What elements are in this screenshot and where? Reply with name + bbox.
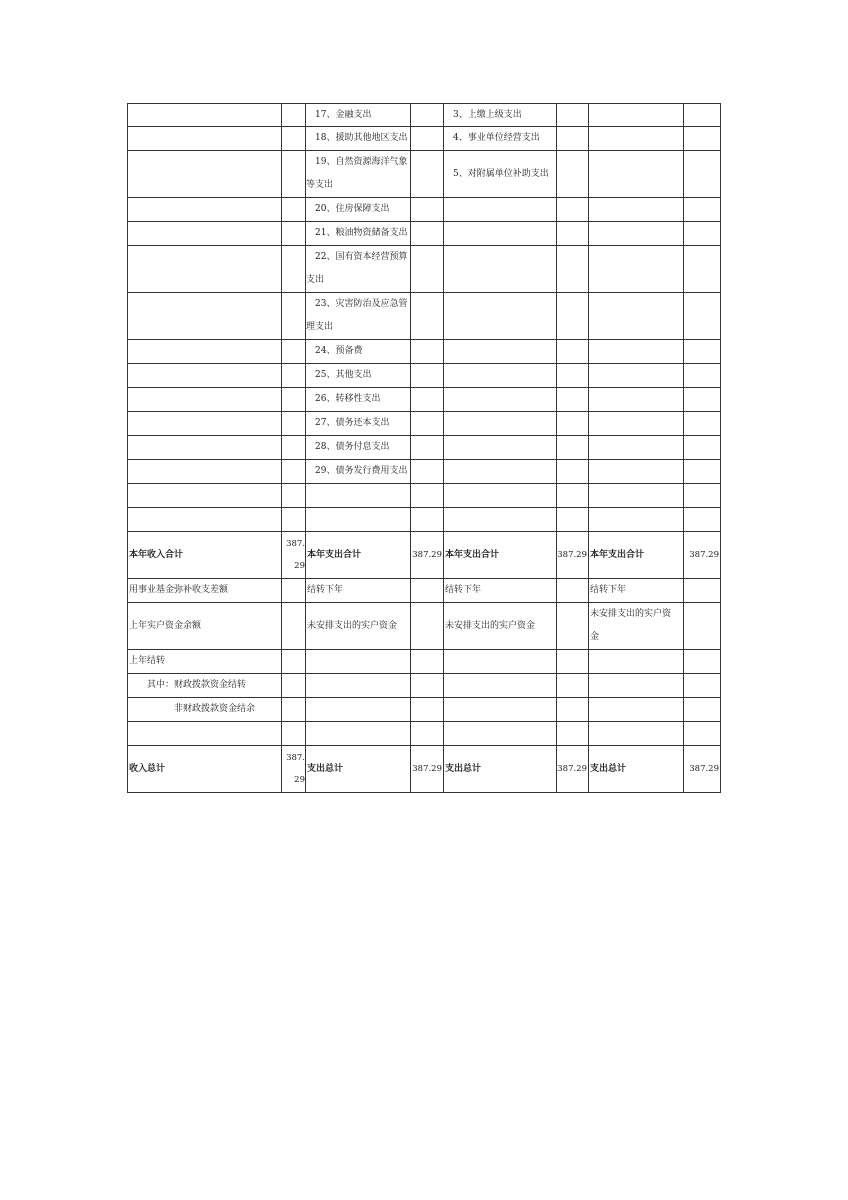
table-cell bbox=[556, 650, 588, 673]
table-cell bbox=[556, 674, 588, 697]
table-cell bbox=[281, 364, 305, 387]
expense-total-value: 387.29 bbox=[683, 532, 721, 578]
table-cell bbox=[127, 364, 281, 387]
table-cell bbox=[588, 340, 683, 363]
table-cell bbox=[305, 151, 410, 197]
table-cell bbox=[127, 508, 281, 531]
table-row bbox=[127, 460, 721, 484]
table-cell bbox=[410, 674, 443, 697]
table-cell: 29、债务发行费用支出 bbox=[305, 460, 410, 483]
table-cell bbox=[588, 460, 683, 483]
value-part: 387. bbox=[286, 539, 305, 549]
row-label: 上年结转 bbox=[127, 650, 281, 673]
table-cell bbox=[127, 484, 281, 507]
table-cell bbox=[588, 151, 683, 197]
value-part: 29 bbox=[294, 561, 305, 571]
table-row bbox=[127, 698, 721, 722]
table-cell bbox=[410, 104, 443, 126]
table-cell: 5、对附属单位补助支出 bbox=[443, 151, 556, 197]
table-cell bbox=[443, 388, 556, 411]
table-cell bbox=[127, 436, 281, 459]
table-cell bbox=[281, 222, 305, 245]
table-cell bbox=[443, 508, 556, 531]
expense-grand-total-value: 387.29 bbox=[556, 746, 588, 792]
table-cell bbox=[305, 650, 410, 673]
table-cell bbox=[588, 388, 683, 411]
table-cell bbox=[127, 388, 281, 411]
table-cell bbox=[588, 246, 683, 292]
row-label: 用事业基金弥补收支差额 bbox=[127, 579, 281, 602]
table-cell bbox=[281, 508, 305, 531]
table-cell bbox=[410, 412, 443, 435]
value-part: 29 bbox=[294, 775, 305, 785]
table-cell bbox=[127, 222, 281, 245]
table-cell bbox=[281, 722, 305, 745]
table-cell bbox=[556, 246, 588, 292]
table-cell bbox=[281, 198, 305, 221]
table-cell bbox=[443, 674, 556, 697]
grand-total-row bbox=[127, 746, 721, 793]
table-cell bbox=[443, 436, 556, 459]
table-cell bbox=[410, 484, 443, 507]
table-cell bbox=[683, 246, 721, 292]
table-cell bbox=[683, 340, 721, 363]
income-total-value bbox=[281, 532, 305, 578]
table-cell bbox=[556, 484, 588, 507]
table-cell bbox=[410, 579, 443, 602]
table-cell bbox=[127, 198, 281, 221]
table-cell bbox=[588, 222, 683, 245]
table-row bbox=[127, 222, 721, 246]
row-label: 结转下年 bbox=[443, 579, 556, 602]
row-label: 非财政拨款资金结余 bbox=[127, 698, 281, 721]
table-cell bbox=[281, 151, 305, 197]
table-cell bbox=[683, 388, 721, 411]
table-cell bbox=[443, 698, 556, 721]
table-cell: 25、其他支出 bbox=[305, 364, 410, 387]
table-row bbox=[127, 388, 721, 412]
expense-grand-total-value: 387.29 bbox=[410, 746, 443, 792]
table-cell bbox=[588, 698, 683, 721]
table-cell bbox=[556, 436, 588, 459]
table-row bbox=[127, 364, 721, 388]
table-cell bbox=[588, 364, 683, 387]
cell-line: 19、自然资源海洋气象 bbox=[315, 157, 408, 167]
table-row bbox=[127, 722, 721, 746]
table-cell bbox=[683, 151, 721, 197]
table-cell bbox=[410, 340, 443, 363]
table-cell: 28、债务付息支出 bbox=[305, 436, 410, 459]
table-cell bbox=[305, 508, 410, 531]
table-cell: 21、粮油物资储备支出 bbox=[305, 222, 410, 245]
table-cell bbox=[443, 364, 556, 387]
table-cell bbox=[683, 508, 721, 531]
table-cell: 24、预备费 bbox=[305, 340, 410, 363]
table-cell bbox=[588, 722, 683, 745]
table-cell bbox=[683, 674, 721, 697]
table-cell bbox=[556, 293, 588, 339]
table-cell bbox=[305, 293, 410, 339]
table-cell bbox=[410, 388, 443, 411]
row-label: 结转下年 bbox=[305, 579, 410, 602]
table-cell bbox=[556, 127, 588, 150]
income-total-label: 本年收入合计 bbox=[127, 532, 281, 578]
table-cell: 27、债务还本支出 bbox=[305, 412, 410, 435]
table-cell bbox=[443, 650, 556, 673]
cell-line: 22、国有资本经营预算 bbox=[315, 252, 408, 262]
table-cell bbox=[281, 127, 305, 150]
table-cell bbox=[410, 151, 443, 197]
table-cell bbox=[127, 722, 281, 745]
table-cell bbox=[305, 698, 410, 721]
cell-line: 未安排支出的实户资 bbox=[590, 609, 672, 619]
table-cell bbox=[281, 246, 305, 292]
expense-total-label: 本年支出合计 bbox=[305, 532, 410, 578]
table-cell bbox=[127, 104, 281, 126]
table-cell bbox=[127, 412, 281, 435]
table-cell bbox=[588, 293, 683, 339]
table-cell bbox=[127, 340, 281, 363]
table-cell bbox=[588, 412, 683, 435]
table-cell bbox=[410, 603, 443, 649]
table-cell bbox=[683, 698, 721, 721]
table-cell bbox=[281, 579, 305, 602]
table-cell bbox=[683, 722, 721, 745]
table-cell bbox=[410, 698, 443, 721]
income-grand-total-label: 收入总计 bbox=[127, 746, 281, 792]
budget-table bbox=[127, 103, 721, 793]
table-cell bbox=[410, 436, 443, 459]
table-cell bbox=[281, 436, 305, 459]
table-cell bbox=[410, 198, 443, 221]
row-label bbox=[588, 603, 683, 649]
table-cell bbox=[281, 603, 305, 649]
table-cell bbox=[556, 460, 588, 483]
table-cell bbox=[556, 698, 588, 721]
expense-grand-total-label: 支出总计 bbox=[443, 746, 556, 792]
table-cell bbox=[556, 412, 588, 435]
table-cell bbox=[556, 222, 588, 245]
table-cell bbox=[556, 388, 588, 411]
table-cell bbox=[443, 460, 556, 483]
table-cell bbox=[683, 104, 721, 126]
table-cell bbox=[683, 579, 721, 602]
expense-grand-total-value: 387.29 bbox=[683, 746, 721, 792]
table-cell bbox=[443, 722, 556, 745]
table-row bbox=[127, 151, 721, 198]
cell-line: 支出 bbox=[306, 275, 325, 285]
table-cell bbox=[683, 222, 721, 245]
table-cell bbox=[305, 246, 410, 292]
expense-total-value: 387.29 bbox=[410, 532, 443, 578]
table-cell bbox=[410, 460, 443, 483]
table-cell bbox=[556, 508, 588, 531]
table-cell bbox=[281, 104, 305, 126]
table-cell bbox=[410, 293, 443, 339]
table-cell bbox=[443, 340, 556, 363]
table-row bbox=[127, 246, 721, 293]
table-cell bbox=[305, 674, 410, 697]
row-label: 未安排支出的实户资金 bbox=[305, 603, 410, 649]
table-row bbox=[127, 293, 721, 340]
table-cell bbox=[127, 293, 281, 339]
table-cell bbox=[410, 364, 443, 387]
table-cell bbox=[281, 484, 305, 507]
cell-line: 等支出 bbox=[306, 180, 334, 190]
table-cell bbox=[588, 508, 683, 531]
table-cell bbox=[410, 508, 443, 531]
table-cell bbox=[588, 104, 683, 126]
table-cell bbox=[443, 412, 556, 435]
table-cell bbox=[281, 388, 305, 411]
table-cell bbox=[443, 246, 556, 292]
table-cell bbox=[556, 722, 588, 745]
cell-line: 理支出 bbox=[306, 322, 334, 332]
expense-grand-total-label: 支出总计 bbox=[588, 746, 683, 792]
row-label: 未安排支出的实户资金 bbox=[443, 603, 556, 649]
table-cell: 3、上缴上级支出 bbox=[443, 104, 556, 126]
table-cell bbox=[683, 293, 721, 339]
table-cell bbox=[281, 698, 305, 721]
table-cell bbox=[443, 222, 556, 245]
income-grand-total-value bbox=[281, 746, 305, 792]
table-row bbox=[127, 436, 721, 460]
table-row bbox=[127, 412, 721, 436]
table-cell bbox=[588, 127, 683, 150]
expense-total-value: 387.29 bbox=[556, 532, 588, 578]
table-cell bbox=[281, 674, 305, 697]
table-cell bbox=[410, 722, 443, 745]
table-cell: 26、转移性支出 bbox=[305, 388, 410, 411]
table-cell bbox=[281, 340, 305, 363]
year-total-row bbox=[127, 532, 721, 579]
table-cell bbox=[683, 603, 721, 649]
table-row bbox=[127, 484, 721, 508]
table-cell bbox=[305, 722, 410, 745]
table-cell bbox=[683, 460, 721, 483]
table-cell bbox=[556, 340, 588, 363]
table-cell bbox=[305, 484, 410, 507]
table-cell bbox=[556, 579, 588, 602]
table-cell bbox=[410, 650, 443, 673]
expense-grand-total-label: 支出总计 bbox=[305, 746, 410, 792]
table-cell bbox=[556, 198, 588, 221]
row-label: 上年实户资金余额 bbox=[127, 603, 281, 649]
table-cell bbox=[127, 151, 281, 197]
cell-line: 金 bbox=[590, 632, 600, 642]
row-label: 其中：财政拨款资金结转 bbox=[127, 674, 281, 697]
table-cell bbox=[127, 460, 281, 483]
table-cell bbox=[443, 293, 556, 339]
table-cell bbox=[281, 650, 305, 673]
table-cell bbox=[127, 127, 281, 150]
table-cell bbox=[683, 436, 721, 459]
table-cell bbox=[281, 412, 305, 435]
table-cell bbox=[683, 364, 721, 387]
table-row bbox=[127, 674, 721, 698]
table-cell bbox=[588, 650, 683, 673]
table-cell: 4、事业单位经营支出 bbox=[443, 127, 556, 150]
cell-line: 23、灾害防治及应急管 bbox=[315, 299, 408, 309]
table-cell bbox=[556, 603, 588, 649]
table-cell bbox=[683, 412, 721, 435]
table-cell: 18、援助其他地区支出 bbox=[305, 127, 410, 150]
table-row bbox=[127, 508, 721, 532]
table-cell: 17、金融支出 bbox=[305, 104, 410, 126]
table-cell bbox=[588, 198, 683, 221]
table-cell bbox=[588, 674, 683, 697]
expense-total-label: 本年支出合计 bbox=[588, 532, 683, 578]
table-cell bbox=[556, 104, 588, 126]
table-cell bbox=[443, 484, 556, 507]
table-row bbox=[127, 103, 721, 127]
table-cell bbox=[410, 127, 443, 150]
table-cell bbox=[443, 198, 556, 221]
table-cell bbox=[410, 246, 443, 292]
value-part: 387. bbox=[286, 753, 305, 763]
table-row bbox=[127, 198, 721, 222]
table-cell bbox=[127, 246, 281, 292]
table-cell bbox=[683, 127, 721, 150]
table-cell bbox=[588, 436, 683, 459]
table-cell bbox=[556, 364, 588, 387]
table-cell: 20、住房保障支出 bbox=[305, 198, 410, 221]
table-cell bbox=[683, 484, 721, 507]
table-row bbox=[127, 579, 721, 603]
table-row bbox=[127, 603, 721, 650]
table-cell bbox=[410, 222, 443, 245]
table-cell bbox=[588, 484, 683, 507]
table-row bbox=[127, 650, 721, 674]
table-cell bbox=[281, 293, 305, 339]
table-cell bbox=[683, 198, 721, 221]
row-label: 结转下年 bbox=[588, 579, 683, 602]
table-cell bbox=[556, 151, 588, 197]
table-row bbox=[127, 340, 721, 364]
table-row bbox=[127, 127, 721, 151]
expense-total-label: 本年支出合计 bbox=[443, 532, 556, 578]
table-cell bbox=[683, 650, 721, 673]
table-cell bbox=[281, 460, 305, 483]
